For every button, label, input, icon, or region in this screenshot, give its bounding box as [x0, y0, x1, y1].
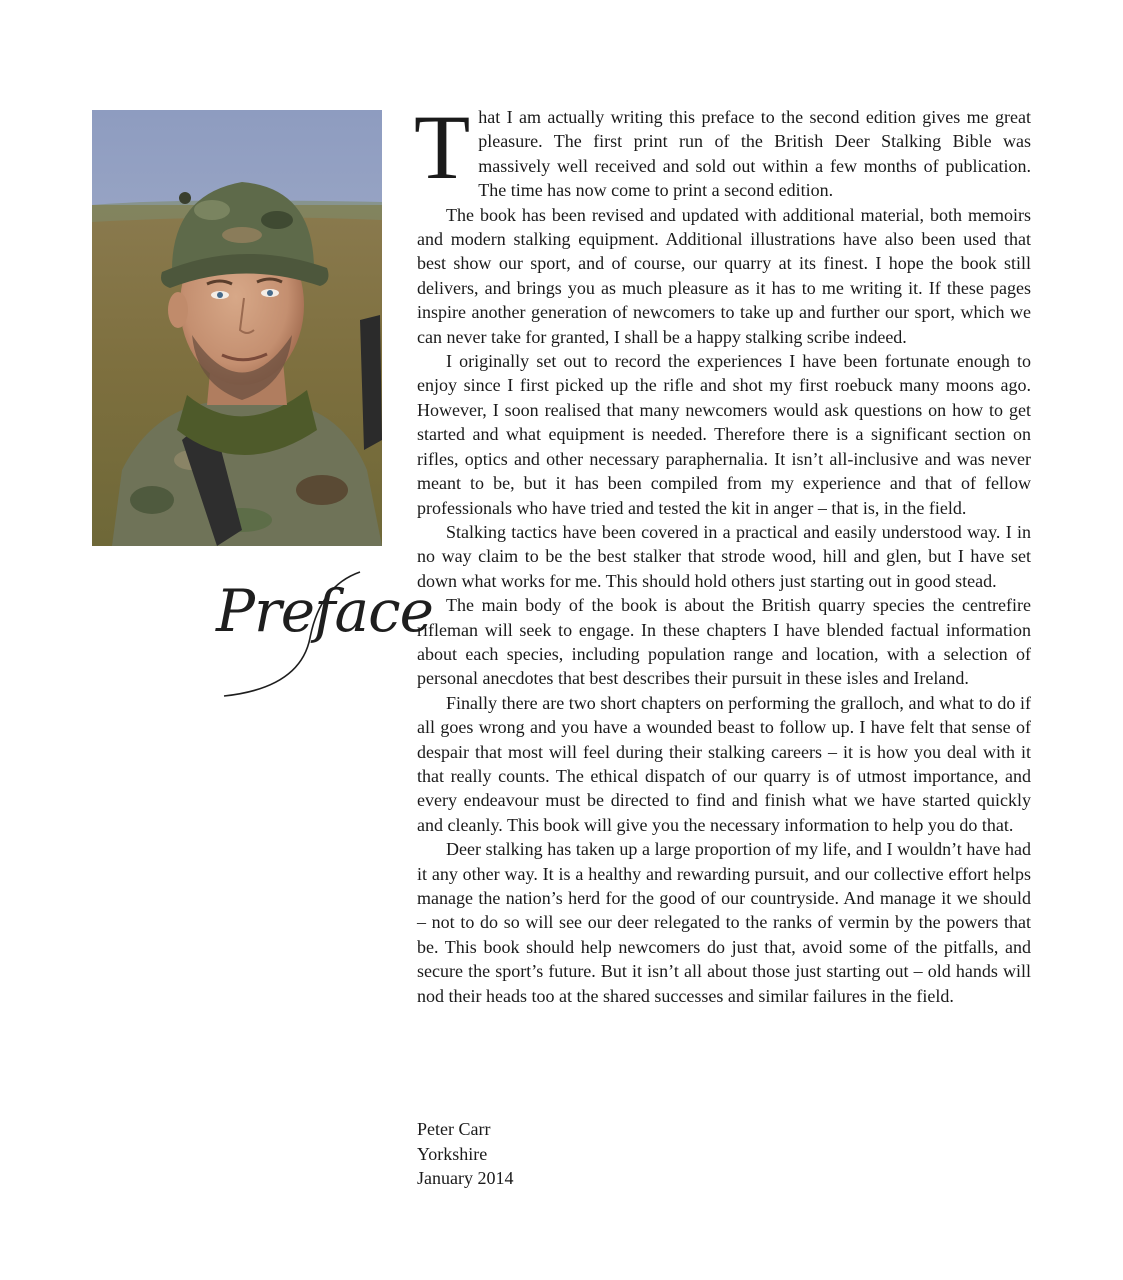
preface-body [414, 96, 1031, 1008]
author-location: Yorkshire [417, 1143, 488, 1164]
page-title: Preface [216, 577, 433, 645]
preface-heading [200, 568, 433, 708]
paragraph-7: Deer stalking has taken up a large proportion of my life, and I wouldn’t have had it any other way. It is a healthy and rewarding pursuit, and our collective effort helps manage the nation’s herd for the good of our countryside. And manage it we should – not to do so will see our deer relegated to the ranks of vermin by the powers that be. This book should help newcomers do just that, avoid some of the pitfalls, and secure the sport’s future. But it isn’t all about those just starting out – old hands will nod their heads too at the shared successes and similar failures in the field. [417, 839, 1031, 1006]
drop-cap: T [414, 96, 471, 198]
signature-block [417, 1117, 513, 1191]
preface-date: January 2014 [417, 1168, 514, 1188]
paragraph-3: I originally set out to record the experiences I have been fortunate enough to enjoy since I first picked up the rifle and shot my first roebuck many moons ago. However, I soon realised that many newcomers would ask questions on how to get started and what equipment is needed. Therefore there is a significant section on rifles, optics and other necessary paraphernalia. It isn’t all-inclusive and was never meant to be, but it has been compiled from my experience and that of fellow professionals who have tried and tested the kit in anger – that is, in the field. [417, 351, 1031, 518]
author-portrait [92, 110, 382, 546]
author-name: Peter Carr [417, 1119, 491, 1139]
paragraph-1 [414, 96, 1031, 203]
paragraph-4: Stalking tactics have been covered in a practical and easily understood way. I in no way claim to be the best stalker that strode wood, hill and glen, but I have set down what works for me. This should hold others just starting out in good stead. [417, 521, 1031, 591]
paragraph-2: The book has been revised and updated with additional material, both memoirs and modern stalking equipment. Additional illustrations have also been used that best show our sport, and of course, our quarry at its finest. I hope the book still delivers, and brings you as much pleasure as it has to me writing it. If these pages inspire another generation of newcomers to take up and further our sport, which we can never take for granted, I shall be a happy stalking scribe indeed. [417, 204, 1031, 347]
author-portrait-photo [92, 110, 382, 546]
paragraph-5: The main body of the book is about the British quarry species the centrefire rifleman will seek to engage. In these chapters I have blended factual information about each species, including population range and location, with a selection of personal anecdotes that best describes their pursuit in these isles and Ireland. [417, 595, 1031, 689]
paragraph-1-text: hat I am actually writing this preface to the second edition gives me great pleasure. The first print run of the British Deer Stalking Bible was massively well received and sold out within a few months of publication. The time has now come to print a second edition. [478, 107, 1031, 201]
paragraph-6: Finally there are two short chapters on performing the gralloch, and what to do if all goes wrong and you have a wounded beast to follow up. I have felt that sense of despair that most will feel during their stalking careers – it is how you deal with it that really counts. The ethical dispatch of our quarry is of utmost importance, and every endeavour must be directed to find and finish what we have started quickly and cleanly. This book will give you the necessary information to help you do that. [417, 692, 1031, 835]
